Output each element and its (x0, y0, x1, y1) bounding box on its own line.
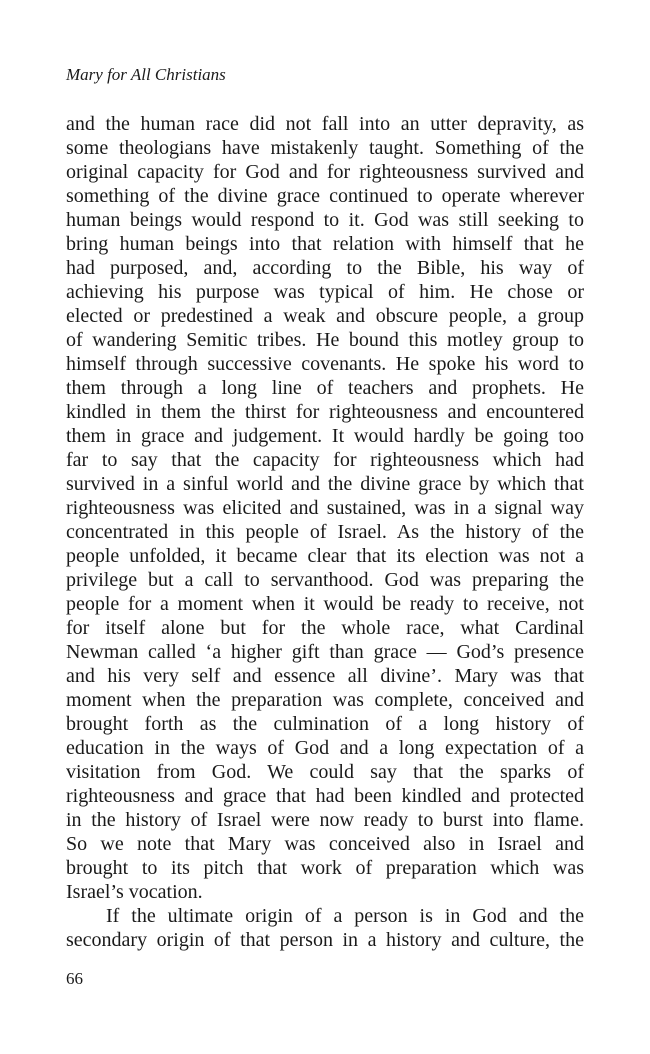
text-line: elected or predestined a weak and obscure people, a group (66, 305, 584, 327)
text-line: of wandering Semitic tribes. He bound this motley group to (66, 329, 584, 351)
text-line: human beings would respond to it. God was still seeking to (66, 209, 584, 231)
text-line: privilege but a call to servanthood. God was preparing the (66, 569, 584, 591)
text-line: secondary origin of that person in a history and culture, the (66, 929, 584, 951)
text-line: brought to its pitch that work of preparation which was (66, 857, 584, 879)
text-line: something of the divine grace continued to operate wherever (66, 185, 584, 207)
text-line: survived in a sinful world and the divine grace by which that (66, 473, 584, 495)
text-line: and the human race did not fall into an utter depravity, as (66, 113, 584, 135)
text-line: Newman called ‘a higher gift than grace — God’s presence (66, 641, 584, 663)
text-line: them in grace and judgement. It would hardly be going too (66, 425, 584, 447)
paragraph-start-line: If the ultimate origin of a person is in God and the (106, 905, 584, 927)
text-line: moment when the preparation was complete, conceived and (66, 689, 584, 711)
text-line: concentrated in this people of Israel. As the history of the (66, 521, 584, 543)
text-line: for itself alone but for the whole race, what Cardinal (66, 617, 584, 639)
text-line: and his very self and essence all divine’. Mary was that (66, 665, 584, 687)
text-line: visitation from God. We could say that the sparks of (66, 761, 584, 783)
text-line: righteousness was elicited and sustained, was in a signal way (66, 497, 584, 519)
text-line: far to say that the capacity for righteousness which had (66, 449, 584, 471)
text-line: himself through successive covenants. He spoke his word to (66, 353, 584, 375)
text-line: people for a moment when it would be ready to receive, not (66, 593, 584, 615)
text-line: in the history of Israel were now ready to burst into flame. (66, 809, 584, 831)
text-line: bring human beings into that relation with himself that he (66, 233, 584, 255)
text-line: had purposed, and, according to the Bible, his way of (66, 257, 584, 279)
text-line: original capacity for God and for righteousness survived and (66, 161, 584, 183)
text-line: kindled in them the thirst for righteousness and encountered (66, 401, 584, 423)
body-text (66, 112, 584, 952)
paragraph-end-line: Israel’s vocation. (66, 881, 203, 903)
text-line: righteousness and grace that had been kindled and protected (66, 785, 584, 807)
text-line: people unfolded, it became clear that its election was not a (66, 545, 584, 567)
text-line: some theologians have mistakenly taught. Something of the (66, 137, 584, 159)
text-line: education in the ways of God and a long expectation of a (66, 737, 584, 759)
text-line: them through a long line of teachers and prophets. He (66, 377, 584, 399)
running-title: Mary for All Christians (66, 65, 226, 84)
page-number: 66 (66, 969, 83, 988)
text-line: brought forth as the culmination of a long history of (66, 713, 584, 735)
text-line: achieving his purpose was typical of him. He chose or (66, 281, 584, 303)
text-line: So we note that Mary was conceived also in Israel and (66, 833, 584, 855)
